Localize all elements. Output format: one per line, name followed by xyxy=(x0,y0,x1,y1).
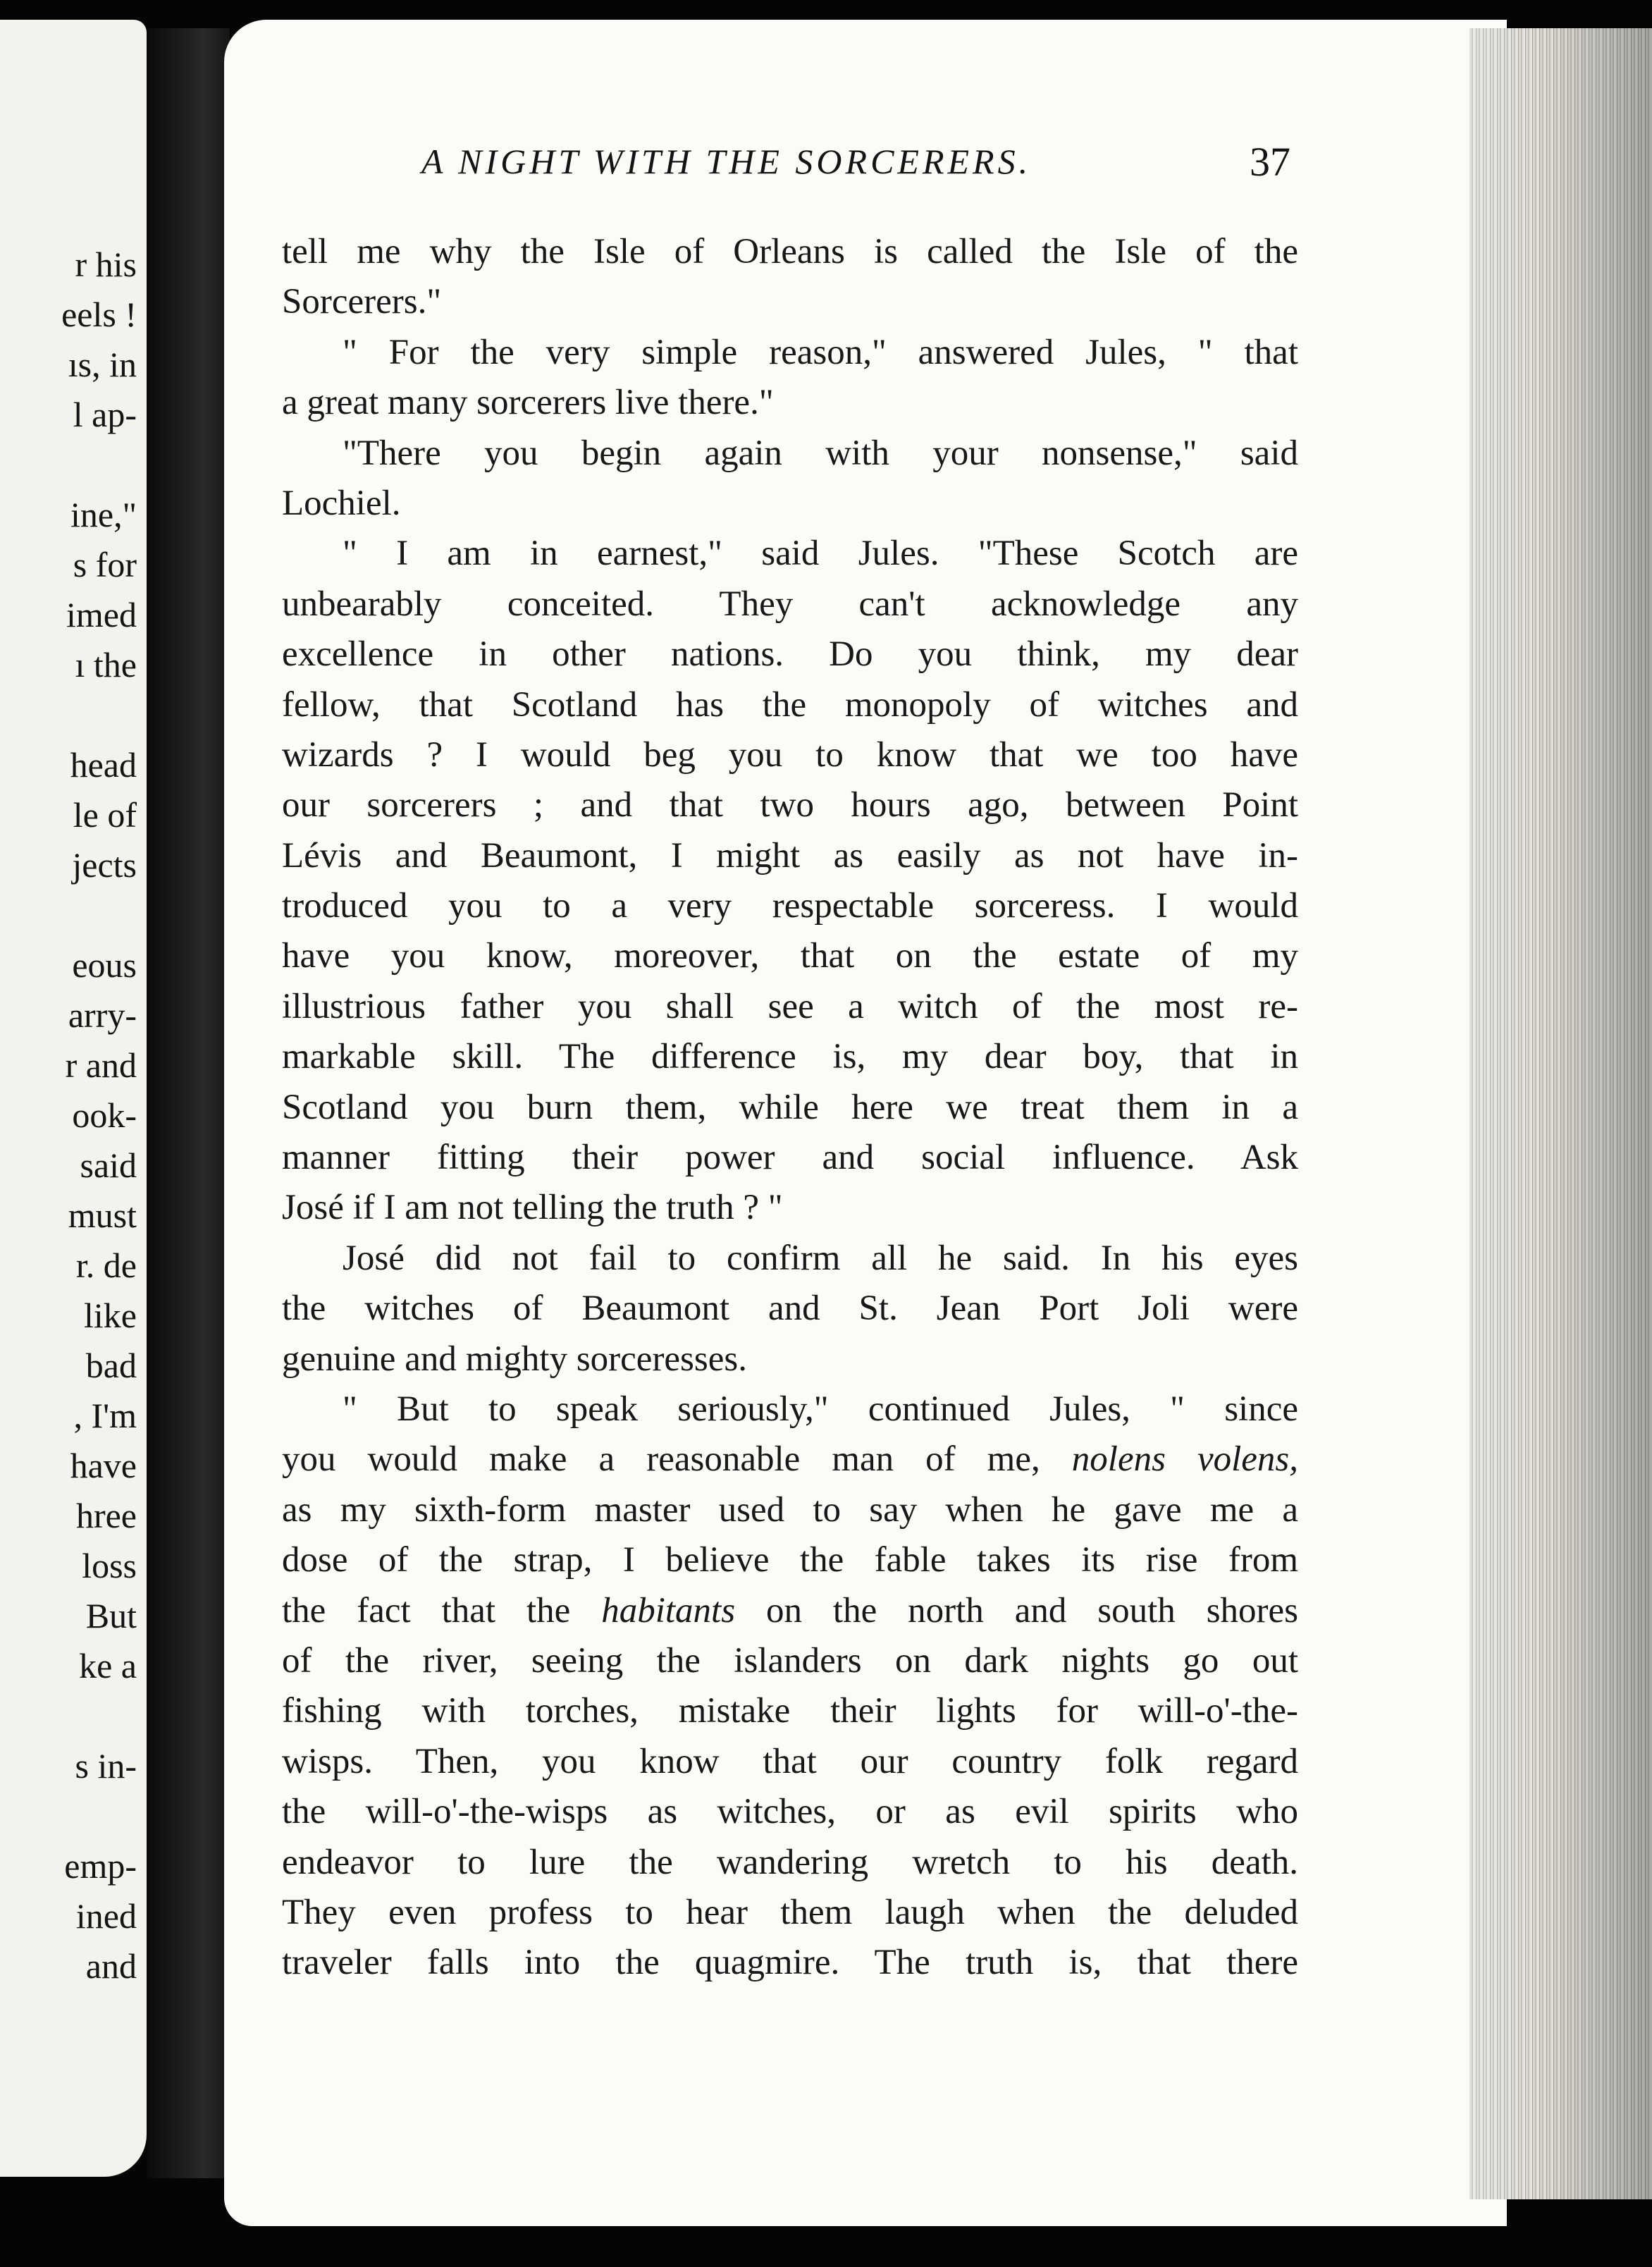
left-page-fragment: hree xyxy=(75,1496,137,1535)
text-line: the will-o'-the-wisps as witches, or as evil spirits who xyxy=(282,1792,1298,1832)
text-line: Sorcerers." xyxy=(282,282,442,322)
text-line: a great many sorcerers live there." xyxy=(282,383,774,423)
italic-phrase: nolens volens, xyxy=(1071,1439,1299,1480)
text-line: have you know, moreover, that on the estate of my xyxy=(282,936,1298,976)
text-line: genuine and mighty sorceresses. xyxy=(282,1339,747,1379)
left-page-fragment: But xyxy=(85,1596,137,1635)
text-line: markable skill. The difference is, my dear boy, that in xyxy=(282,1037,1298,1077)
text-segment: the fact that the xyxy=(282,1590,571,1630)
left-page-fragment: like xyxy=(84,1296,137,1335)
left-page-fragment: emp- xyxy=(64,1846,137,1886)
text-line: troduced you to a very respectable sorceress. I would xyxy=(282,886,1298,926)
left-page-fragment: r his xyxy=(75,245,137,284)
left-page-fragment: and xyxy=(85,1946,137,1986)
text-line xyxy=(282,1586,1298,1636)
left-page-fragment: jects xyxy=(72,845,137,885)
text-line: tell me why the Isle of Orleans is called the Isle of the xyxy=(282,232,1298,271)
left-page-fragment: imed xyxy=(66,595,137,634)
text-line: They even profess to hear them laugh when the deluded xyxy=(282,1892,1298,1932)
left-page-fragment: ıs, in xyxy=(68,345,137,384)
left-page-fragment: ook- xyxy=(72,1095,137,1135)
text-line: fishing with torches, mistake their lights for will-o'-the- xyxy=(282,1691,1298,1731)
text-line: José did not fail to confirm all he said. In his eyes xyxy=(343,1238,1298,1278)
left-page-fragment: r and xyxy=(65,1045,137,1085)
body-text xyxy=(282,227,1298,1989)
left-page-fragment: head xyxy=(70,745,137,785)
text-line: excellence in other nations. Do you think, my dear xyxy=(282,634,1298,675)
right-page xyxy=(224,20,1507,2226)
left-page-fragment: loss xyxy=(82,1546,137,1585)
left-page-fragment: arry- xyxy=(68,995,137,1035)
text-line: as my sixth-form master used to say when he gave me a xyxy=(282,1489,1298,1530)
text-line xyxy=(282,1434,1298,1485)
left-page-fragment: s in- xyxy=(75,1746,137,1786)
text-line: "There you begin again with your nonsense," said xyxy=(343,433,1298,473)
text-line: Lochiel. xyxy=(282,483,401,523)
text-line: wizards ? I would beg you to know that we too have xyxy=(282,735,1298,775)
text-line: the witches of Beaumont and St. Jean Port Joli were xyxy=(282,1289,1298,1329)
left-page-fragment: ine," xyxy=(70,495,137,534)
left-page-fragment: ke a xyxy=(79,1646,137,1685)
running-head: A NIGHT WITH THE SORCERERS. xyxy=(421,142,1032,181)
text-line: endeavor to lure the wandering wretch to his death. xyxy=(282,1842,1298,1882)
text-line: Lévis and Beaumont, I might as easily as not have in- xyxy=(282,835,1298,876)
text-line: dose of the strap, I believe the fable takes its rise from xyxy=(282,1540,1298,1580)
left-page-fragment: s for xyxy=(73,545,137,584)
page-edges xyxy=(1469,28,1652,2199)
book-gutter-shadow xyxy=(147,28,230,2178)
text-line: " But to speak seriously," continued Jules, " since xyxy=(343,1389,1298,1429)
page-number: 37 xyxy=(1250,139,1290,185)
text-line: unbearably conceited. They can't acknowledge any xyxy=(282,584,1298,624)
left-page-fragment: eous xyxy=(72,945,137,985)
text-line: fellow, that Scotland has the monopoly of witches and xyxy=(282,684,1298,725)
left-page-fragment: ı the xyxy=(75,645,137,684)
text-line: illustrious father you shall see a witch of the most re- xyxy=(282,986,1298,1026)
text-line: wisps. Then, you know that our country folk regard xyxy=(282,1741,1298,1781)
left-page-fragment: bad xyxy=(85,1346,137,1385)
text-line: " I am in earnest," said Jules. "These Scotch are xyxy=(343,534,1298,574)
left-page-fragment: eels ! xyxy=(61,295,137,334)
left-page-fragment: said xyxy=(80,1145,137,1185)
left-facing-page xyxy=(0,20,147,2177)
text-line: our sorcerers ; and that two hours ago, between Point xyxy=(282,785,1298,825)
text-line: " For the very simple reason," answered Jules, " that xyxy=(343,332,1298,372)
text-line: manner fitting their power and social influence. Ask xyxy=(282,1138,1298,1178)
left-page-fragment: r. de xyxy=(75,1246,137,1285)
text-line: José if I am not telling the truth ? " xyxy=(282,1188,783,1228)
left-page-fragment: l ap- xyxy=(73,395,137,434)
italic-word: habitants xyxy=(601,1590,736,1630)
left-page-fragment: , I'm xyxy=(73,1396,137,1435)
left-page-fragment: must xyxy=(68,1196,137,1235)
text-segment: on the north and south shores xyxy=(765,1590,1299,1630)
text-line: Scotland you burn them, while here we treat them in a xyxy=(282,1087,1298,1127)
text-line: of the river, seeing the islanders on dark nights go out xyxy=(282,1640,1298,1681)
left-page-fragment: ined xyxy=(75,1896,137,1936)
left-page-fragment: have xyxy=(70,1446,137,1485)
text-line: traveler falls into the quagmire. The truth is, that there xyxy=(282,1943,1298,1983)
text-segment: you would make a reasonable man of me, xyxy=(282,1439,1040,1480)
left-page-fragment: le of xyxy=(73,795,137,835)
